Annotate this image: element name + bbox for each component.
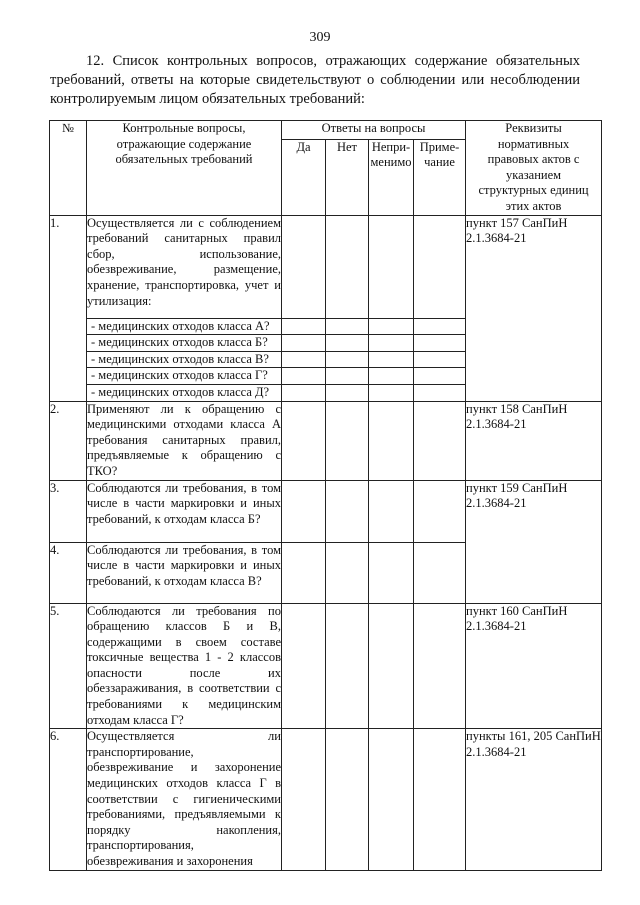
answer-no-cell[interactable] — [326, 542, 369, 603]
page-number: 309 — [309, 30, 331, 45]
answer-no-cell[interactable] — [326, 335, 369, 352]
answer-yes-cell[interactable] — [282, 480, 326, 542]
question-text: Соблюдаются ли требования по обращению классов Б и В, содержащими в своем составе токсичные вещества 1 - 2 классов опасности после их обеззараживания, в соответствии с требованиями к медицинским отходам класса Г? — [87, 603, 282, 729]
answer-na-cell[interactable] — [369, 542, 414, 603]
answer-no-cell[interactable] — [326, 480, 369, 542]
answer-yes-cell[interactable] — [282, 384, 326, 401]
question-text: Соблюдаются ли требования, в том числе в части маркировки и иных требований, к отходам класса Б? — [87, 480, 282, 542]
answer-note-cell[interactable] — [414, 480, 466, 542]
header-no: Нет — [326, 139, 369, 215]
answer-note-cell[interactable] — [414, 215, 466, 318]
header-num: № — [50, 121, 87, 216]
header-yes: Да — [282, 139, 326, 215]
answer-na-cell[interactable] — [369, 384, 414, 401]
answer-na-cell[interactable] — [369, 215, 414, 318]
row-number: 4. — [50, 542, 87, 603]
answer-na-cell[interactable] — [369, 603, 414, 729]
reference-text: пункты 161, 205 СанПиН 2.1.3684-21 — [466, 729, 602, 870]
question-text: Осуществляется ли с соблюдением требований санитарных правил сбор, использование, обезвреживание, размещение, хранение, транспортировка, учет и утилизация: — [87, 215, 282, 318]
sub-question-text: - медицинских отходов класса А? — [87, 318, 282, 335]
reference-text: пункт 160 СанПиН 2.1.3684-21 — [466, 603, 602, 729]
reference-text: пункт 159 СанПиН 2.1.3684-21 — [466, 480, 602, 603]
answer-yes-cell[interactable] — [282, 542, 326, 603]
table-row — [50, 603, 602, 729]
header-question: Контрольные вопросы, отражающие содержание обязательных требований — [87, 121, 282, 216]
answer-note-cell[interactable] — [414, 401, 466, 480]
answer-note-cell[interactable] — [414, 351, 466, 368]
question-text: Соблюдаются ли требования, в том числе в части маркировки и иных требований, к отходам класса В? — [87, 542, 282, 603]
answer-no-cell[interactable] — [326, 401, 369, 480]
reference-text: пункт 157 СанПиН 2.1.3684-21 — [466, 215, 602, 401]
sub-question-text: - медицинских отходов класса В? — [87, 351, 282, 368]
row-number: 3. — [50, 480, 87, 542]
answer-no-cell[interactable] — [326, 318, 369, 335]
answer-no-cell[interactable] — [326, 384, 369, 401]
sub-question-text: - медицинских отходов класса Б? — [87, 335, 282, 352]
answer-note-cell[interactable] — [414, 384, 466, 401]
checklist-table — [49, 120, 602, 871]
row-number: 5. — [50, 603, 87, 729]
answer-yes-cell[interactable] — [282, 603, 326, 729]
answer-no-cell[interactable] — [326, 351, 369, 368]
answer-no-cell[interactable] — [326, 215, 369, 318]
answer-na-cell[interactable] — [369, 401, 414, 480]
answer-note-cell[interactable] — [414, 542, 466, 603]
row-number: 6. — [50, 729, 87, 870]
reference-text: пункт 158 СанПиН 2.1.3684-21 — [466, 401, 602, 480]
table-row — [50, 215, 602, 318]
answer-yes-cell[interactable] — [282, 351, 326, 368]
header-note: Приме-чание — [414, 139, 466, 215]
answer-yes-cell[interactable] — [282, 401, 326, 480]
section-heading: 12. Список контрольных вопросов, отражающих содержание обязательных требований, ответы на которые свидетельствуют о соблюдении или несоблюдении контролируемым лицом обязательных требований: — [50, 53, 580, 107]
answer-yes-cell[interactable] — [282, 729, 326, 870]
answer-yes-cell[interactable] — [282, 368, 326, 385]
table-row — [50, 729, 602, 870]
answer-no-cell[interactable] — [326, 729, 369, 870]
answer-na-cell[interactable] — [369, 368, 414, 385]
table-row — [50, 401, 602, 480]
question-text: Осуществляется ли транспортирование, обезвреживание и захоронение медицинских отходов класса Г в соответствии с гигиеническими требованиями, предъявляемыми к порядку накопления, транспортирования, обезвреживания и захоронения — [87, 729, 282, 870]
answer-yes-cell[interactable] — [282, 215, 326, 318]
table-row — [50, 480, 602, 542]
answer-note-cell[interactable] — [414, 729, 466, 870]
answer-na-cell[interactable] — [369, 351, 414, 368]
row-number: 2. — [50, 401, 87, 480]
answer-na-cell[interactable] — [369, 318, 414, 335]
answer-no-cell[interactable] — [326, 603, 369, 729]
answer-note-cell[interactable] — [414, 318, 466, 335]
sub-question-text: - медицинских отходов класса Г? — [87, 368, 282, 385]
answer-note-cell[interactable] — [414, 335, 466, 352]
answer-note-cell[interactable] — [414, 368, 466, 385]
header-not-applicable: Непри-менимо — [369, 139, 414, 215]
header-answers: Ответы на вопросы — [282, 121, 466, 140]
answer-na-cell[interactable] — [369, 729, 414, 870]
sub-question-text: - медицинских отходов класса Д? — [87, 384, 282, 401]
row-number: 1. — [50, 215, 87, 401]
answer-na-cell[interactable] — [369, 480, 414, 542]
answer-yes-cell[interactable] — [282, 335, 326, 352]
answer-note-cell[interactable] — [414, 603, 466, 729]
header-reference: Реквизиты нормативных правовых актов с указанием структурных единиц этих актов — [466, 121, 602, 216]
answer-yes-cell[interactable] — [282, 318, 326, 335]
answer-na-cell[interactable] — [369, 335, 414, 352]
question-text: Применяют ли к обращению с медицинскими отходами класса А требования санитарных правил, предъявляемые к обращению с ТКО? — [87, 401, 282, 480]
answer-no-cell[interactable] — [326, 368, 369, 385]
